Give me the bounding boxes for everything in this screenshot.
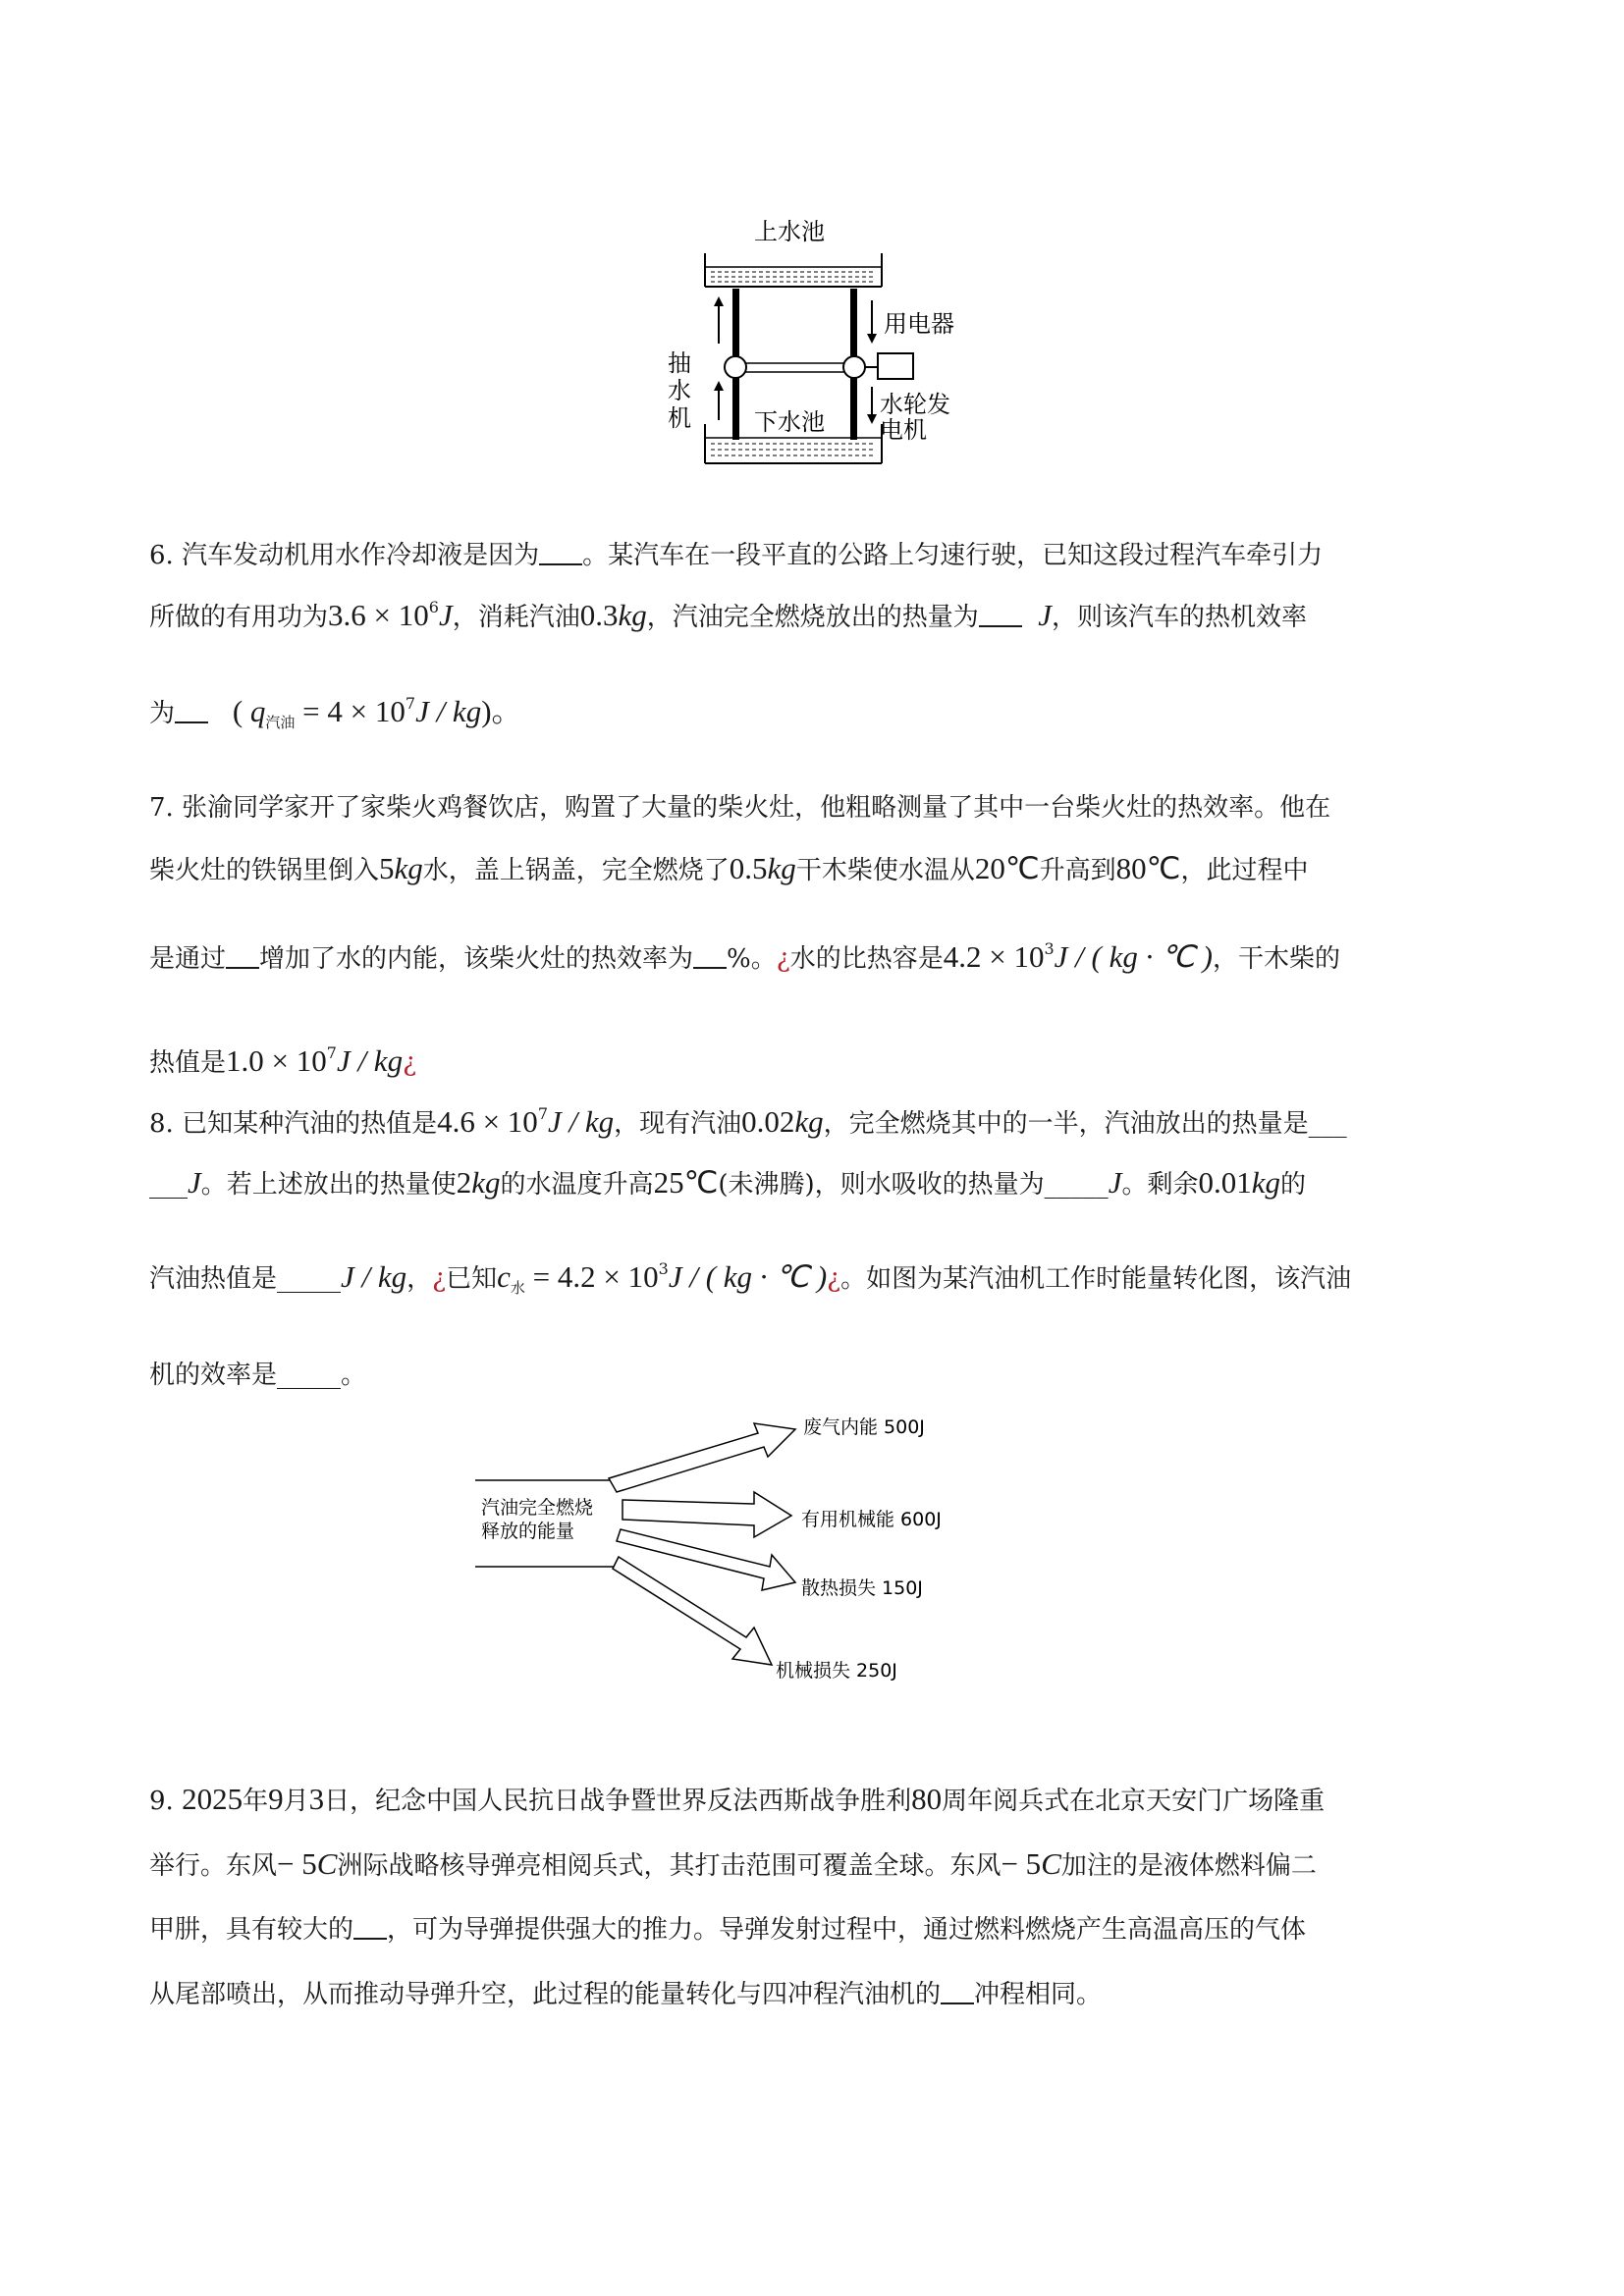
q7-line-1: 7. 张渝同学家开了家柴火鸡餐饮店，购置了大量的柴火灶，他粗略测量了其中一台柴火灶的热效率。他在 xyxy=(149,793,1331,823)
answer-blank[interactable] xyxy=(175,696,208,723)
energy-flow-diagram xyxy=(461,1394,1051,1688)
q8-line-3: 汽油热值是_____J / kg，¿已知$c_水 = 4.2 \times 10^3J$ / ( kg · ℃ )¿。如图为某汽油机工作时能量转化图，该汽油 xyxy=(149,1259,1352,1297)
q9-line-1: 9. 2025年9月3日，纪念中国人民抗日战争暨世界反法西斯战争胜利80周年阅兵式在北京天安门广场隆重 xyxy=(149,1782,1326,1816)
q6-line-1: 6. 汽车发动机用水作冷却液是因为 。某汽车在一段平直的公路上匀速行驶，已知这段过程汽车牵引力 xyxy=(149,538,1323,572)
answer-blank[interactable] xyxy=(226,941,259,969)
upper-pool-label: 上水池 xyxy=(754,218,825,245)
lower-pool-label: 下水池 xyxy=(754,408,825,436)
up-arrow-icon xyxy=(714,381,724,420)
q9-line-2: 举行。东风− 5C洲际战略核导弹亮相阅兵式，其打击范围可覆盖全球。东风− 5C加注的是液体燃料偏二 xyxy=(149,1846,1317,1881)
output-exhaust-label: 废气内能 500J xyxy=(803,1416,925,1438)
pump-label-3: 机 xyxy=(668,404,691,432)
q7-line-3: 是通过 增加了水的内能，该柴火灶的热效率为 %。¿水的比热容是$4.2 \times 10^3J$ / ( kg · ℃ )，干木柴的 xyxy=(149,939,1340,974)
answer-blank[interactable] xyxy=(941,1977,974,2004)
output-mechanical-label: 机械损失 250J xyxy=(776,1660,897,1682)
connecting-shaft xyxy=(735,363,857,372)
pump-label-1: 抽 xyxy=(668,349,691,377)
source-label-1: 汽油完全燃烧 xyxy=(481,1497,594,1519)
answer-blank[interactable] xyxy=(979,600,1022,627)
q8-line-4: 机的效率是_____。 xyxy=(149,1361,367,1390)
turbine-wheel-icon xyxy=(843,356,865,378)
appliance-label: 用电器 xyxy=(884,310,954,338)
pump-label-2: 水 xyxy=(668,377,691,404)
upper-pool xyxy=(705,253,882,287)
flow-arrow-useful xyxy=(623,1492,791,1537)
q9-line-3: 甲肼，具有较大的 ，可为导弹提供强大的推力。导弹发射过程中，通过燃料燃烧产生高温高压的气体 xyxy=(149,1912,1306,1947)
q8-line-1: 8. 已知某种汽油的热值是$4.6 \times 10^7J$ / kg，现有汽油0.02kg，完全燃烧其中的一半，汽油放出的热量是___ xyxy=(149,1104,1347,1139)
turbine-label-1: 水轮发 xyxy=(880,391,950,418)
flow-arrow-exhaust xyxy=(609,1423,795,1492)
answer-blank[interactable] xyxy=(539,538,582,565)
output-heat-label: 散热损失 150J xyxy=(801,1577,923,1599)
q6-line-2: 所做的有用功为$3.6 \times 10^6J$，消耗汽油0.3kg，汽油完全燃烧放出的热量为 J，则该汽车的热机效率 xyxy=(149,598,1308,632)
down-arrow-icon xyxy=(867,387,877,424)
source-label-2: 释放的能量 xyxy=(481,1521,575,1542)
answer-blank[interactable] xyxy=(353,1912,387,1940)
q9-line-4: 从尾部喷出，从而推动导弹升空，此过程的能量转化与四冲程汽油机的 冲程相同。 xyxy=(149,1977,1102,2011)
pump-wheel-icon xyxy=(725,356,746,378)
generator-box xyxy=(878,353,913,379)
up-arrow-icon xyxy=(714,296,724,344)
q8-line-2: ___J。若上述放出的热量使2kg的水温度升高25℃(未沸腾)，则水吸收的热量为_____J。剩余0.01kg的 xyxy=(149,1165,1306,1200)
down-arrow-icon xyxy=(867,300,877,344)
q6-line-3: 为 ( $q_{汽油} = 4 \times 10^7J / kg$)。 xyxy=(149,694,522,731)
q7-line-4: 热值是$1.0 \times 10^7J$ / kg¿ xyxy=(149,1043,417,1078)
answer-blank[interactable] xyxy=(693,941,727,969)
turbine-label-2: 电机 xyxy=(880,416,927,444)
output-useful-label: 有用机械能 600J xyxy=(801,1509,942,1530)
q7-line-2: 柴火灶的铁锅里倒入5kg水，盖上锅盖，完全燃烧了0.5kg干木柴使水温从20℃升高到80℃，此过程中 xyxy=(149,851,1309,885)
pumped-storage-diagram xyxy=(648,206,1001,481)
